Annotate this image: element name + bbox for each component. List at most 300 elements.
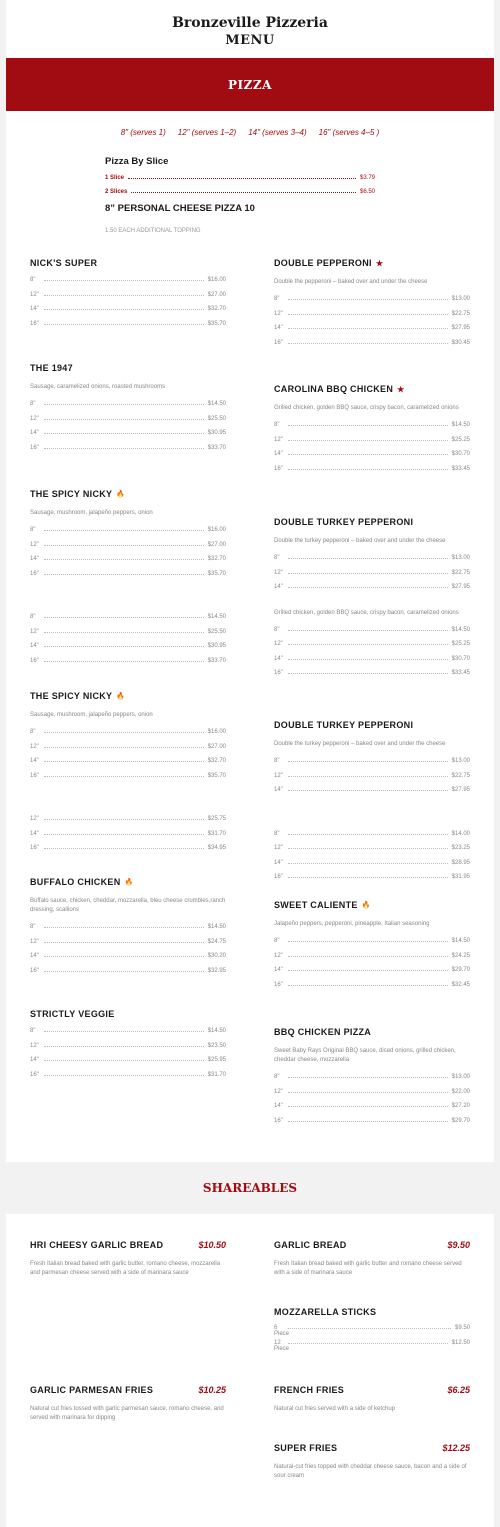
size-label: 14"	[30, 556, 39, 562]
size-label: 12"	[30, 1042, 39, 1049]
price-row	[274, 1089, 470, 1104]
price-list	[274, 555, 470, 599]
group-gap	[274, 802, 470, 822]
pizza-banner-label: PIZZA	[228, 77, 272, 92]
price-row	[274, 1118, 470, 1133]
price: $14.50	[207, 401, 226, 407]
leader-dots	[288, 328, 448, 329]
price-row	[30, 416, 226, 431]
leader-dots	[288, 1121, 448, 1122]
size-label: 6 Piece	[274, 1325, 290, 1337]
size-label: 16"	[30, 967, 39, 974]
price-row	[274, 860, 470, 875]
price: $31.70	[207, 1071, 226, 1078]
leader-dots	[44, 661, 204, 662]
price-row	[30, 571, 226, 586]
shareable-header	[30, 1385, 226, 1395]
size-label: 14"	[30, 953, 39, 959]
price-row	[30, 306, 226, 321]
item-description: Double the turkey pepperoni – baked over and under the cheese	[274, 741, 446, 747]
personal-pizza: 8” PERSONAL CHEESE PIZZA 10	[105, 203, 255, 214]
item-title: DOUBLE TURKEY PEPPERONI	[274, 720, 414, 730]
menu-item	[274, 384, 470, 517]
price: $31.70	[207, 830, 226, 837]
leader-dots	[288, 1077, 448, 1078]
leader-dots	[44, 617, 204, 618]
size-label: 16"	[30, 444, 39, 451]
price-row	[30, 321, 226, 336]
flame-icon: 🔥	[116, 491, 126, 498]
pizza-column-left	[30, 258, 226, 1132]
leader-dots	[44, 819, 204, 820]
price: $16.00	[207, 277, 226, 283]
size-label: 12"	[30, 628, 39, 635]
leader-dots	[288, 776, 448, 777]
price-row	[30, 968, 226, 983]
price-list	[274, 422, 470, 480]
price: $13.00	[451, 296, 470, 302]
price-list	[274, 938, 470, 996]
shareable-description: Natural-cut fries topped with cheddar cheese sauce, bacon and a side of sour cream	[274, 1464, 467, 1479]
price-list	[30, 729, 226, 787]
item-title: BBQ CHICKEN PIZZA	[274, 1027, 372, 1037]
leader-dots	[288, 985, 448, 986]
size-label: 12"	[274, 772, 283, 779]
size-label: 16"	[274, 339, 283, 346]
leader-dots	[44, 732, 204, 733]
price: $23.50	[207, 1042, 226, 1049]
price: $27.95	[451, 787, 470, 793]
price-row	[274, 1074, 470, 1089]
price: $33.45	[451, 670, 470, 676]
size-label: 14"	[274, 859, 283, 866]
menu-item	[274, 900, 470, 1027]
size-legend	[6, 128, 494, 137]
leader-dots	[288, 956, 448, 957]
price: $28.95	[451, 859, 470, 866]
shareable-name: MOZZARELLA STICKS	[274, 1307, 377, 1317]
item-name	[274, 258, 470, 268]
size-label: 12"	[30, 816, 39, 822]
item-name	[274, 720, 470, 730]
item-description: Sausage, mushroom, jalapeño peppers, onion	[30, 712, 153, 718]
shareables-grid	[6, 1214, 494, 1527]
shareable-header	[30, 1240, 226, 1250]
leader-dots	[44, 927, 204, 928]
size-label: 14"	[274, 967, 283, 973]
item-description: Sausage, mushroom, jalapeño peppers, onion	[30, 510, 153, 516]
price: $25.75	[207, 816, 226, 822]
size-label: 8"	[30, 527, 36, 533]
size-label: 12"	[30, 938, 39, 945]
leader-dots	[288, 1343, 448, 1344]
slice-name: 1 Slice	[105, 175, 125, 181]
price: $33.70	[207, 444, 226, 451]
item-description: Grilled chicken, golden BBQ sauce, crispy bacon, caramelized onions	[274, 609, 459, 616]
price: $30.20	[207, 953, 226, 959]
slice-name: 2 Slices	[105, 189, 128, 195]
price: $14.50	[207, 924, 226, 930]
price-list	[274, 1325, 470, 1354]
leader-dots	[288, 440, 448, 441]
leader-dots	[44, 530, 204, 531]
price-row	[274, 466, 470, 481]
price: $16.00	[207, 527, 226, 533]
leader-dots	[44, 761, 204, 762]
price-row	[274, 1103, 470, 1118]
leader-dots	[288, 877, 448, 878]
size-label: 8"	[274, 296, 280, 302]
size-label: 16"	[274, 1117, 283, 1124]
leader-dots	[44, 574, 204, 575]
price-row	[274, 874, 470, 889]
price-list	[274, 831, 470, 889]
flame-icon: 🔥	[124, 879, 134, 886]
leader-dots	[44, 448, 204, 449]
price-row	[30, 1028, 226, 1043]
price: $14.00	[451, 830, 470, 837]
size-label: 12"	[274, 1088, 283, 1095]
size-label: 14"	[30, 306, 39, 312]
shareable-price: $12.25	[442, 1443, 470, 1453]
size-label: 16"	[274, 874, 283, 880]
item-title: THE SPICY NICKY	[30, 489, 113, 499]
price-row	[30, 744, 226, 759]
shareable-description: Fresh Italian bread baked with garlic butter, romano cheese, mozzarella and parmesan cheese served with a side of marinara sauce	[30, 1261, 221, 1276]
size-label: 8"	[274, 555, 280, 561]
leader-dots	[44, 433, 204, 434]
size-label: 16"	[30, 1071, 39, 1078]
leader-dots	[288, 673, 448, 674]
price-row	[30, 816, 226, 831]
price: $30.45	[451, 339, 470, 346]
item-description: Grilled chicken, golden BBQ sauce, crispy bacon, caramelized onions	[274, 405, 459, 411]
size-label: 16"	[30, 320, 39, 327]
price-row	[274, 340, 470, 355]
page-header	[6, 0, 494, 58]
size-16: 16" (serves 4–5 )	[318, 128, 380, 137]
leader-dots	[44, 848, 204, 849]
leader-dots	[131, 192, 356, 193]
price-row	[30, 845, 226, 860]
restaurant-name: Bronzeville Pizzeria	[172, 15, 328, 31]
item-name	[274, 517, 470, 527]
price-row	[274, 845, 470, 860]
price-row	[274, 641, 470, 656]
shareable-name: GARLIC BREAD	[274, 1240, 347, 1250]
leader-dots	[44, 632, 204, 633]
price-list	[274, 1074, 470, 1132]
price: $25.25	[451, 641, 470, 647]
size-label: 12"	[274, 569, 283, 576]
menu-item	[30, 258, 226, 363]
price: $29.70	[451, 1117, 470, 1124]
price: $27.00	[207, 291, 226, 298]
slice-row	[105, 175, 375, 181]
item-name	[30, 1009, 226, 1019]
shareable-price: $9.50	[447, 1240, 470, 1250]
price-row	[30, 292, 226, 307]
price-row	[30, 773, 226, 788]
leader-dots	[288, 454, 448, 455]
leader-dots	[288, 659, 448, 660]
leader-dots	[288, 863, 448, 864]
shareable-header	[274, 1307, 470, 1317]
leader-dots	[44, 1060, 204, 1061]
group-gap	[30, 585, 226, 605]
shareable-header	[274, 1443, 470, 1453]
price: $33.70	[207, 657, 226, 664]
price-row	[30, 831, 226, 846]
size-label: 8"	[274, 422, 280, 428]
price-row	[30, 658, 226, 673]
size-14: 14" (serves 3–4)	[248, 128, 307, 137]
size-label: 8"	[274, 626, 280, 633]
price-list	[274, 296, 470, 354]
price-row	[30, 729, 226, 744]
leader-dots	[288, 1106, 448, 1107]
size-label: 12"	[274, 436, 283, 443]
shareable-description: Natural cut fries tossed with garlic parmesan sauce, romano cheese, and served with marinara for dipping	[30, 1406, 224, 1421]
size-label: 16"	[274, 670, 283, 676]
shareables-title: SHAREABLES	[202, 1181, 298, 1195]
leader-dots	[44, 834, 204, 835]
leader-dots	[44, 419, 204, 420]
size-label: 14"	[30, 758, 39, 764]
leader-dots	[288, 587, 448, 588]
item-description: Sausage, caramelized onions, roasted mushrooms	[30, 384, 166, 390]
price-row	[30, 953, 226, 968]
leader-dots	[288, 469, 448, 470]
shareable-header	[274, 1385, 470, 1395]
price: $9.50	[454, 1325, 470, 1331]
size-label: 12"	[30, 743, 39, 750]
shareable-price: $10.25	[198, 1385, 226, 1395]
size-label: 14"	[30, 1057, 39, 1063]
menu-item	[30, 1009, 226, 1089]
price: $30.70	[451, 451, 470, 457]
price-row	[274, 570, 470, 585]
leader-dots	[288, 630, 448, 631]
slice-row	[105, 189, 375, 195]
leader-dots	[44, 1031, 204, 1032]
size-label: 16"	[30, 845, 39, 851]
item-name	[30, 258, 226, 268]
price-row	[274, 296, 470, 311]
size-label: 8"	[274, 938, 280, 944]
price: $33.45	[451, 465, 470, 472]
leader-dots	[288, 1328, 451, 1329]
shareable-name: FRENCH FRIES	[274, 1385, 345, 1395]
price: $25.95	[207, 1057, 226, 1063]
size-label: 14"	[274, 451, 283, 457]
size-label: 14"	[274, 655, 283, 662]
item-title: BUFFALO CHICKEN	[30, 877, 121, 887]
size-label: 14"	[30, 830, 39, 837]
shareable-item	[274, 1307, 470, 1385]
price: $27.95	[451, 584, 470, 590]
pizza-by-slice	[105, 156, 375, 234]
shareable-item	[274, 1240, 470, 1307]
menu-title: MENU	[225, 33, 275, 48]
price-list	[30, 527, 226, 585]
leader-dots	[288, 790, 448, 791]
price: $22.75	[451, 310, 470, 317]
item-name	[30, 691, 226, 701]
price-row	[30, 1043, 226, 1058]
price-row	[274, 773, 470, 788]
price-row	[274, 451, 470, 466]
size-label: 14"	[274, 325, 283, 331]
price: $22.00	[451, 1088, 470, 1095]
price-row	[30, 527, 226, 542]
leader-dots	[288, 834, 448, 835]
leader-dots	[288, 970, 448, 971]
price: $14.50	[451, 626, 470, 633]
item-title: DOUBLE PEPPERONI	[274, 258, 372, 268]
price-list	[274, 758, 470, 802]
price: $32.95	[207, 967, 226, 974]
price-list	[30, 277, 226, 335]
shareable-name: SUPER FRIES	[274, 1443, 338, 1453]
shareables-column-left	[30, 1240, 226, 1493]
size-8: 8" (serves 1)	[120, 128, 166, 137]
leader-dots	[128, 178, 356, 179]
price: $30.95	[207, 430, 226, 436]
leader-dots	[44, 404, 204, 405]
menu-item	[274, 720, 470, 900]
price: $14.50	[207, 614, 226, 620]
price: $13.00	[451, 555, 470, 561]
item-name	[274, 900, 470, 910]
price-row	[274, 437, 470, 452]
item-description: Buffalo sauce, chicken, cheddar, mozzarella, bleu cheese crumbles,ranch dressing, scallions	[30, 898, 226, 913]
price-list	[30, 401, 226, 459]
price-row	[274, 758, 470, 773]
price-row	[274, 787, 470, 802]
price: $23.25	[451, 845, 470, 851]
slice-price: $3.79	[359, 175, 375, 181]
shareable-item	[30, 1385, 226, 1445]
price: $14.50	[451, 422, 470, 428]
size-label: 12"	[274, 845, 283, 851]
price-row	[274, 1325, 470, 1340]
leader-dots	[288, 343, 448, 344]
price-row	[30, 629, 226, 644]
size-label: 12"	[30, 415, 39, 422]
leader-dots	[44, 559, 204, 560]
price-list	[274, 627, 470, 685]
price: $14.50	[451, 938, 470, 944]
price-row	[30, 430, 226, 445]
size-label: 14"	[30, 430, 39, 436]
leader-dots	[288, 425, 448, 426]
menu-item	[30, 489, 226, 691]
price: $30.70	[451, 655, 470, 662]
item-name	[274, 384, 470, 394]
shareable-price: $10.50	[198, 1240, 226, 1250]
leader-dots	[44, 545, 204, 546]
price: $24.25	[451, 952, 470, 959]
price-row	[30, 643, 226, 658]
size-label: 14"	[274, 787, 283, 793]
item-title: THE SPICY NICKY	[30, 691, 113, 701]
topping-note: 1.50 EACH ADDITIONAL TOPPING	[105, 228, 201, 234]
price: $35.70	[207, 570, 226, 577]
item-name	[30, 877, 226, 887]
price-list	[30, 1028, 226, 1086]
price: $29.70	[451, 967, 470, 973]
leader-dots	[44, 971, 204, 972]
size-label: 12"	[30, 291, 39, 298]
shareable-name: GARLIC PARMESAN FRIES	[30, 1385, 154, 1395]
price: $22.75	[451, 569, 470, 576]
leader-dots	[44, 942, 204, 943]
leader-dots	[288, 848, 448, 849]
price-row	[274, 325, 470, 340]
shareable-item	[274, 1443, 470, 1493]
price: $14.50	[207, 1028, 226, 1034]
menu-item	[30, 877, 226, 1009]
price: $22.75	[451, 772, 470, 779]
leader-dots	[44, 324, 204, 325]
price: $32.45	[451, 981, 470, 988]
shareable-item	[30, 1240, 226, 1385]
price-row	[274, 982, 470, 997]
price-row	[274, 584, 470, 599]
price: $12.50	[451, 1339, 470, 1346]
price: $34.95	[207, 845, 226, 851]
price-row	[30, 614, 226, 629]
size-label: 16"	[30, 772, 39, 779]
pizza-grid	[6, 234, 494, 1162]
size-label: 12"	[30, 541, 39, 548]
item-title: THE 1947	[30, 363, 73, 373]
size-label: 14"	[30, 643, 39, 649]
price-row	[274, 967, 470, 982]
price-list	[30, 614, 226, 672]
slice-title: Pizza By Slice	[105, 156, 169, 167]
price-row	[30, 758, 226, 773]
price: $35.70	[207, 320, 226, 327]
group-gap	[30, 787, 226, 807]
leader-dots	[44, 956, 204, 957]
size-label: 12"	[274, 952, 283, 959]
leader-dots	[44, 747, 204, 748]
shareables-column-right	[274, 1240, 470, 1493]
menu-item	[274, 517, 470, 720]
pizza-column-right	[274, 258, 470, 1132]
price: $32.70	[207, 306, 226, 312]
shareable-header	[274, 1240, 470, 1250]
size-label: 8"	[30, 277, 36, 283]
price-row	[274, 627, 470, 642]
price: $13.00	[451, 758, 470, 764]
size-label: 12"	[274, 641, 283, 647]
size-label: 16"	[30, 570, 39, 577]
leader-dots	[44, 776, 204, 777]
size-label: 8"	[30, 729, 36, 735]
shareable-description: Fresh Italian bread baked with garlic butter and romano cheese served with a side of marinara sauce	[274, 1261, 462, 1276]
size-label: 12"	[274, 310, 283, 317]
leader-dots	[44, 309, 204, 310]
price-row	[30, 1072, 226, 1087]
shareable-description: Natural cut fries served with a side of ketchup	[274, 1406, 396, 1412]
price-row	[274, 555, 470, 570]
size-label: 8"	[274, 1074, 280, 1080]
shareables-card	[6, 1214, 494, 1527]
price: $16.00	[207, 729, 226, 735]
